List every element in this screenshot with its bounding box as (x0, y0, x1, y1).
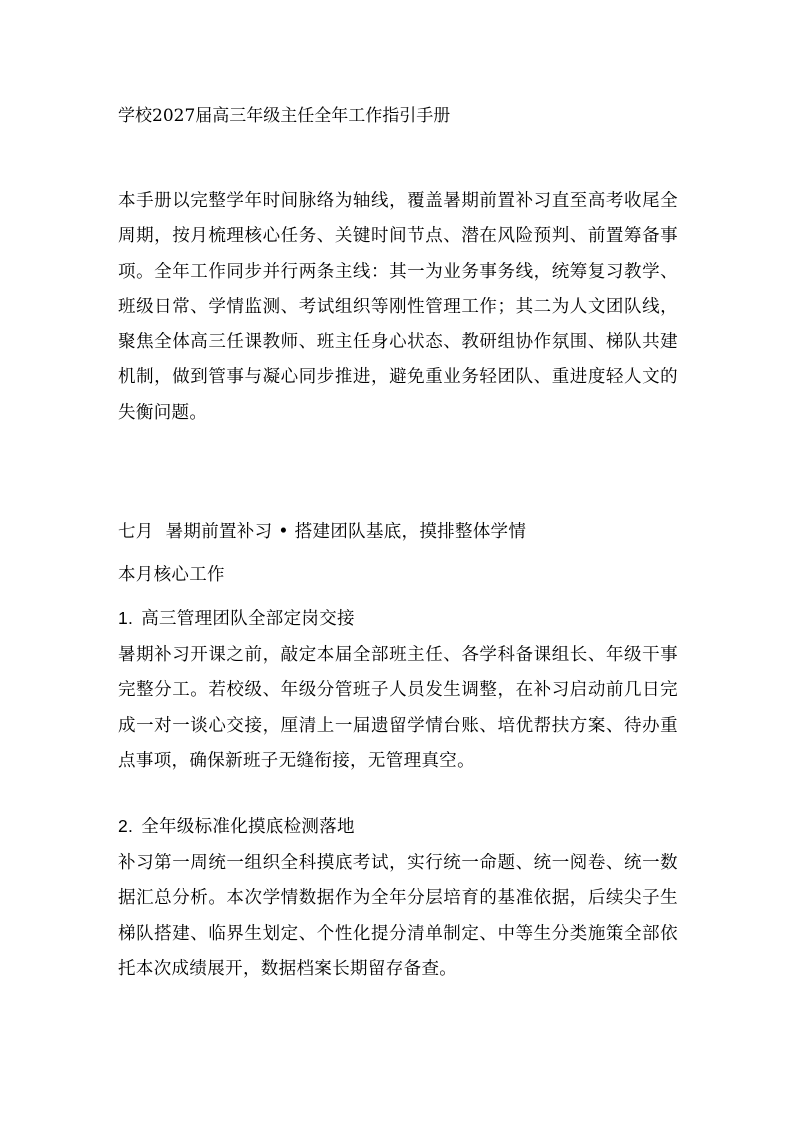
item-1-title-text: 高三管理团队全部定岗交接 (141, 609, 355, 629)
item-2-title (118, 814, 355, 839)
section-heading-text: 暑期前置补习 • 搭建团队基底，摸排整体学情 (165, 522, 527, 542)
core-work-subheading: 本月核心工作 (118, 565, 225, 585)
item-1-body: 暑期补习开课之前，敲定本届全部班主任、各学科备课组长、年级干事完整分工。若校级、年级分管班子人员发生调整，在补习启动前几日完成一对一谈心交接，厘清上一届遗留学情台账、培优帮扶方案、待办重点事项，确保新班子无缝衔接，无管理真空。 (118, 645, 678, 771)
intro-paragraph: 本手册以完整学年时间脉络为轴线，覆盖暑期前置补习直至高考收尾全周期，按月梳理核心任务、关键时间节点、潜在风险预判、前置筹备事项。全年工作同步并行两条主线：其一为业务事务线，统筹复习教学、班级日常、学情监测、考试组织等刚性管理工作；其二为人文团队线，聚焦全体高三任课教师、班主任身心状态、教研组协作氛围、梯队共建机制，做到管事与凝心同步推进，避免重业务轻团队、重进度轻人文的失衡问题。 (118, 191, 678, 423)
month-label: 七月 (118, 522, 154, 542)
document-title: 学校2027届高三年级主任全年工作指引手册 (118, 106, 451, 126)
item-1-number: 1. (118, 608, 134, 628)
item-2-body: 补习第一周统一组织全科摸底考试，实行统一命题、统一阅卷、统一数据汇总分析。本次学情数据作为全年分层培育的基准依据，后续尖子生梯队搭建、临界生划定、个性化提分清单制定、中等生分类施策全部依托本次成绩展开，数据档案长期留存备查。 (118, 853, 678, 979)
item-1-title (118, 606, 355, 631)
item-2-title-text: 全年级标准化摸底检测落地 (141, 817, 355, 837)
july-section-heading (118, 520, 526, 544)
item-2-number: 2. (118, 816, 134, 836)
